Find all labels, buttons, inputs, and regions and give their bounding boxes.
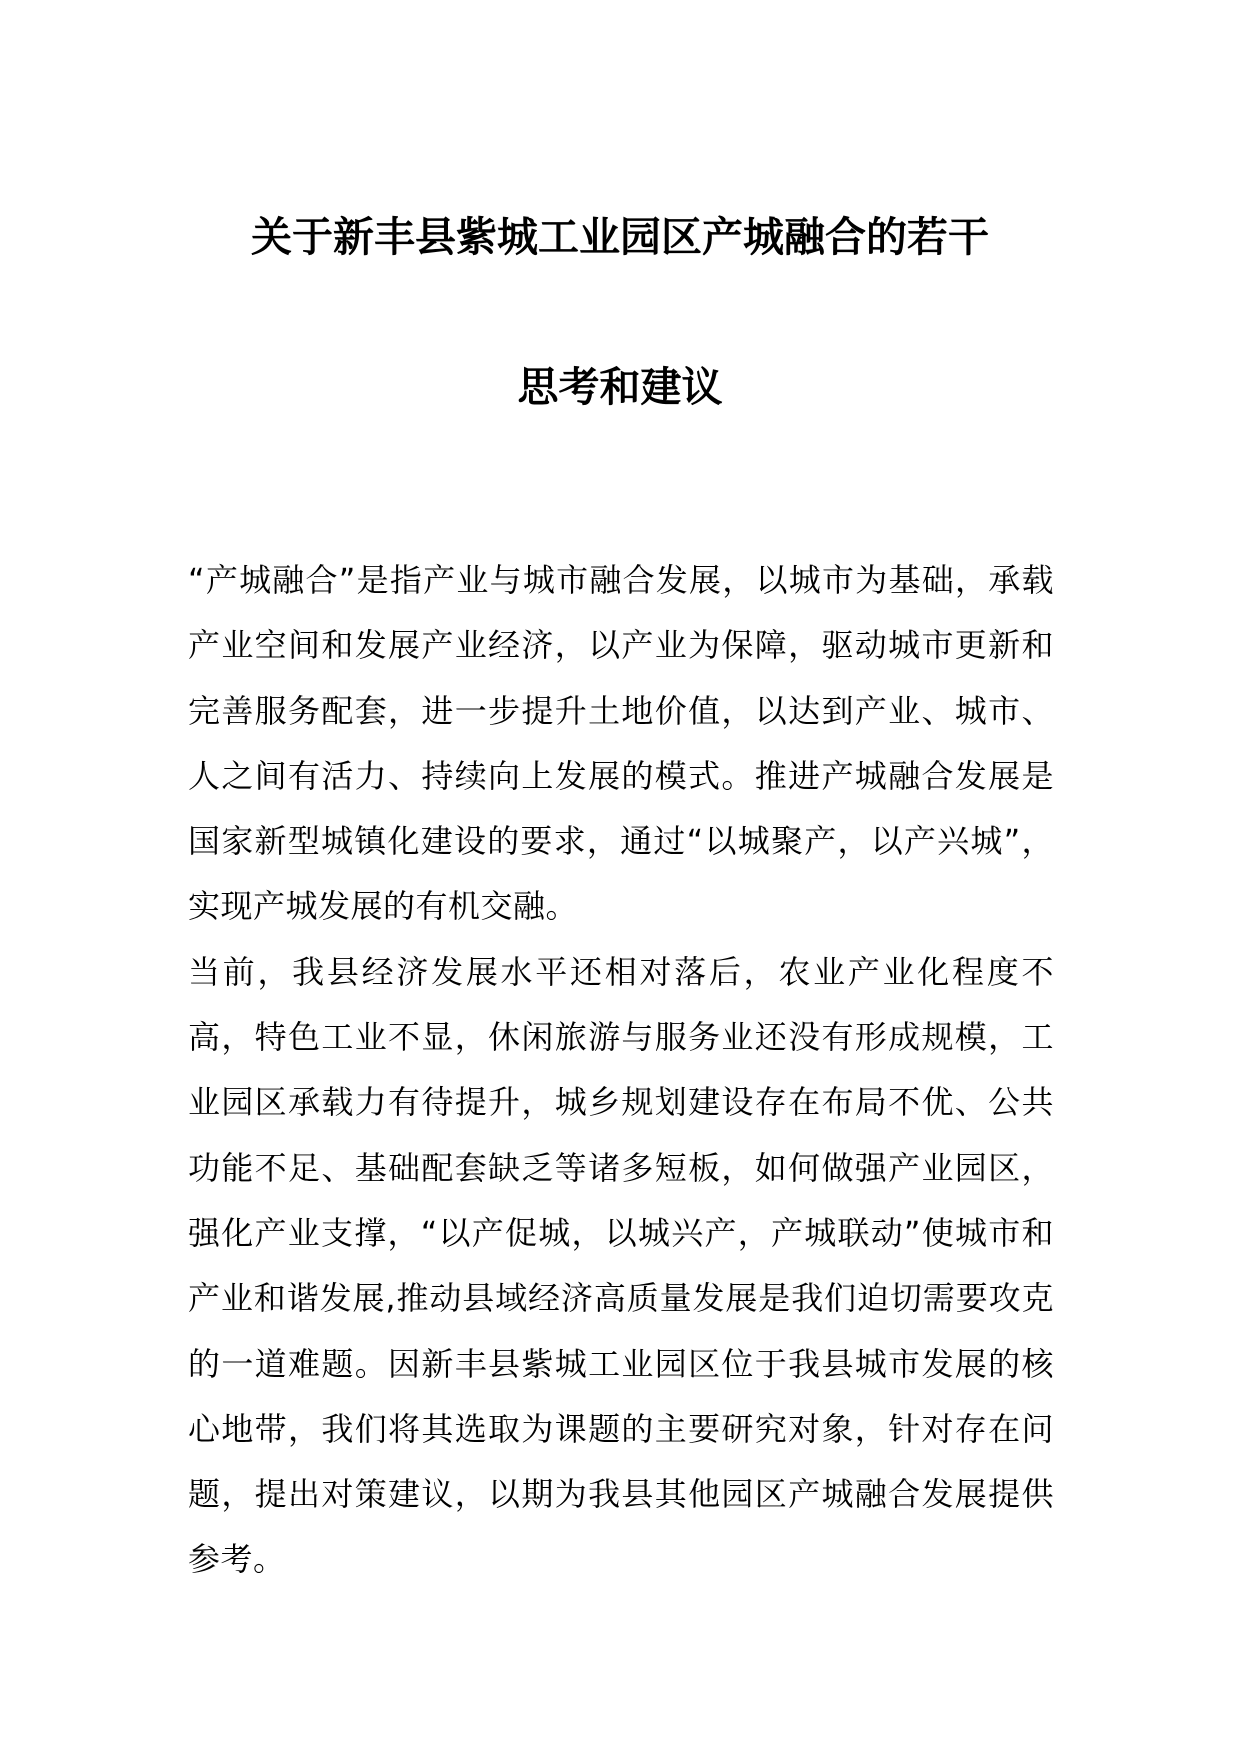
document-title-line-2: 思考和建议 [517, 363, 723, 411]
paragraph-1: “产城融合”是指产业与城市融合发展，以城市为基础，承载产业空间和发展产业经济，以产业为保障，驱动城市更新和完善服务配套，进一步提升土地价值，以达到产业、城市、人之间有活力、持续向上发展的模式。推进产城融合发展是国家新型城镇化建设的要求，通过“以城聚产，以产兴城”，实现产城发展的有机交融。 [188, 561, 1054, 926]
document-body [188, 548, 1054, 1593]
paragraph-2: 当前，我县经济发展水平还相对落后，农业产业化程度不高，特色工业不显，休闲旅游与服务业还没有形成规模，工业园区承载力有待提升，城乡规划建设存在布局不优、公共功能不足、基础配套缺乏等诸多短板，如何做强产业园区，强化产业支撑，“以产促城，以城兴产，产城联动”使城市和产业和谐发展,推动县域经济高质量发展是我们迫切需要攻克的一道难题。因新丰县紫城工业园区位于我县城市发展的核心地带，我们将其选取为课题的主要研究对象，针对存在问题，提出对策建议，以期为我县其他园区产城融合发展提供参考。 [188, 952, 1054, 1579]
document-title-line-1: 关于新丰县紫城工业园区产城融合的若干 [251, 213, 989, 261]
